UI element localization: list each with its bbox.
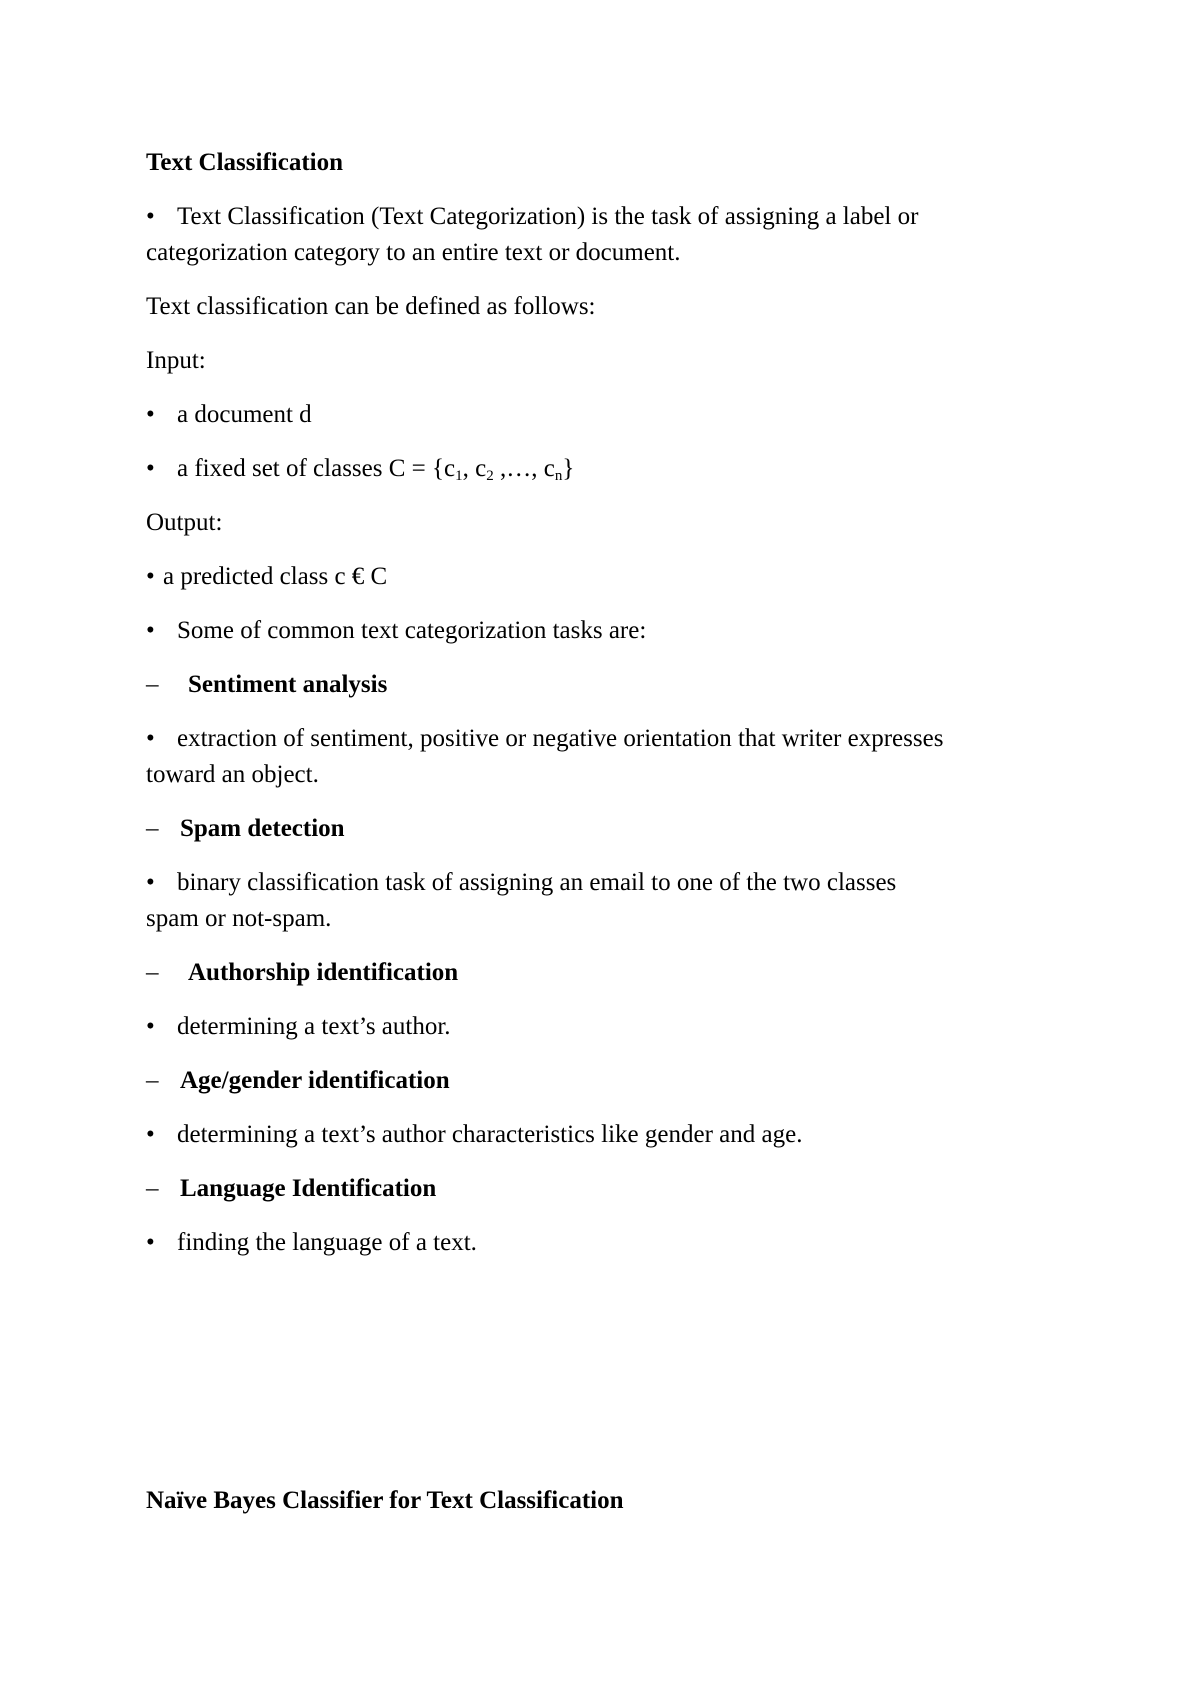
input-item-text: a document d [177,401,312,428]
tasks-intro-text: Some of common text categorization tasks are: [177,617,647,644]
task-heading [146,814,345,844]
section-heading: Naïve Bayes Classifier for Text Classification [146,1487,624,1514]
task-name: Spam detection [180,815,345,842]
task-name: Sentiment analysis [188,671,388,698]
task-name: Age/gender identification [180,1067,450,1094]
input-item-classes [146,454,574,484]
task-heading [146,670,387,700]
task-description-line-2: spam or not-spam. [146,905,332,932]
dash-icon: – [146,1067,159,1094]
output-label: Output: [146,509,223,536]
input-label: Input: [146,347,206,374]
task-description-line-1 [146,1120,802,1150]
bullet-icon: • [146,1229,155,1256]
task-name: Authorship identification [188,959,459,986]
classes-suffix: } [562,455,575,482]
task-description-line-1 [146,868,896,898]
task-heading [146,958,458,988]
bullet-icon: • [146,1013,155,1040]
classes-mid-2: ,…, c [493,455,555,482]
dash-icon: – [146,815,159,842]
task-heading [146,1174,436,1204]
task-description-line-2: toward an object. [146,761,319,788]
output-item [146,562,387,592]
bullet-icon: • [146,869,155,896]
task-desc-text: binary classification task of assigning an email to one of the two classes [177,869,897,896]
bullet-icon: • [146,563,155,590]
output-item-text: a predicted class c € C [163,563,388,590]
dash-icon: – [146,1175,159,1202]
subscript-n: n [554,468,563,484]
bullet-icon: • [146,455,155,482]
task-heading [146,1066,450,1096]
task-description-line-1 [146,1012,451,1042]
subscript-2: 2 [486,468,494,484]
task-description-line-1 [146,724,943,754]
task-desc-text: finding the language of a text. [177,1229,477,1256]
page-title: Text Classification [146,149,343,176]
input-item-document [146,400,312,430]
intro-paragraph-line-2: categorization category to an entire text or document. [146,239,681,266]
tasks-intro [146,616,646,646]
bullet-icon: • [146,617,155,644]
subscript-1: 1 [455,468,463,484]
task-name: Language Identification [180,1175,437,1202]
classes-mid-1: , c [462,455,487,482]
intro-text-1: Text Classification (Text Categorization) is the task of assigning a label or [177,203,919,230]
bullet-icon: • [146,725,155,752]
bullet-icon: • [146,1121,155,1148]
dash-icon: – [146,959,159,986]
intro-paragraph-line-1 [146,202,918,232]
definition-intro: Text classification can be defined as follows: [146,293,596,320]
dash-icon: – [146,671,159,698]
bullet-icon: • [146,203,155,230]
classes-prefix: a fixed set of classes C = {c [177,455,456,482]
task-desc-text: determining a text’s author. [177,1013,451,1040]
bullet-icon: • [146,401,155,428]
task-desc-text: determining a text’s author characteristics like gender and age. [177,1121,803,1148]
task-desc-text: extraction of sentiment, positive or negative orientation that writer expresses [177,725,944,752]
task-description-line-1 [146,1228,477,1258]
